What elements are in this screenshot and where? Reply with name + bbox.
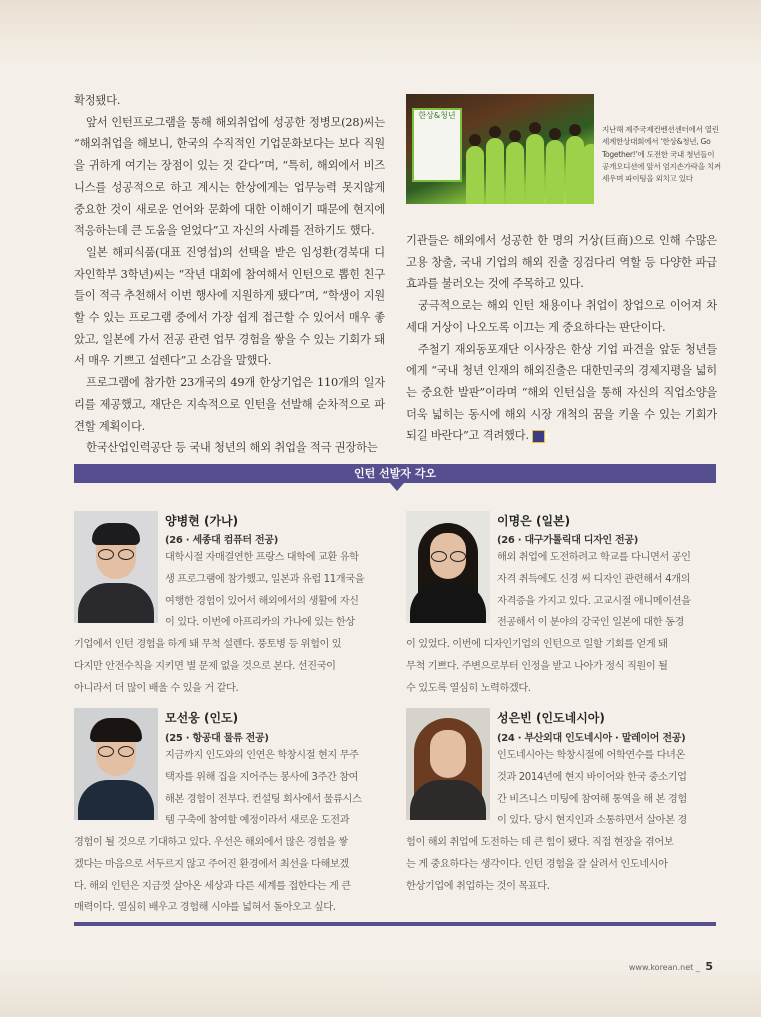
article-paragraph: 프로그램에 참가한 23개국의 49개 한상기업은 110개의 일자리를 제공했고, 재단은 지속적으로 인턴을 선발해 순차적으로 파견할 계획이다. bbox=[74, 376, 385, 433]
article-paragraph: 기관들은 해외에서 성공한 한 명의 거상(巨商)으로 인해 수많은 고용 창출, 국내 기업의 해외 진출 징검다리 역할 등 다양한 파급효과를 불러오는 것에 주목하고 있다. bbox=[406, 234, 717, 291]
footer-site: www.korean.net bbox=[628, 963, 694, 972]
profile-text: 대학시절 자매결연한 프랑스 대학에 교환 유학 생 프로그램에 참가했고, 일본과 유럽 11개국을 여행한 경험이 있어서 해외에서의 생활에 자신 이 있다. 이번에 아프리카의 가나에 있는 한상 bbox=[165, 552, 365, 629]
profile-text: 해외 취업에 도전하려고 학교를 다니면서 공인 자격 취득에도 신경 써 디자인 관련해서 4개의 자격증을 가지고 있다. 고교시절 애니메이션을 전공해서 이 분야의 강국인 일본에 대한 동경 bbox=[497, 552, 691, 629]
section-title-banner: 인턴 선발자 각오 bbox=[74, 464, 716, 483]
section-bottom-rule bbox=[74, 922, 716, 926]
profile-text: 험이 해외 취업에 도전하는 데 큰 힘이 됐다. 직접 현장을 겪어보 는 게 중요하다는 생각이다. 인턴 경험을 잘 살려서 인도네시아 한상기업에 취업하는 것이 목표다. bbox=[406, 837, 674, 892]
profile-name: 양병현 (가나) bbox=[165, 514, 239, 528]
profile-photo-yang bbox=[74, 511, 158, 623]
profile-affiliation: (26 · 대구가톨릭대 디자인 전공) bbox=[497, 535, 639, 546]
photo-caption: 지난해 제주국제컨벤션센터에서 열린 세계한상대회에서 ‘한상&청년, Go Together!’에 도전한 국내 청년들이 공개오디션에 앞서 엄지손가락을 치켜세우며 파이팅을 외치고 있다 bbox=[602, 125, 721, 184]
profile-photo-mo bbox=[74, 708, 158, 820]
profile-affiliation: (24 · 부산외대 인도네시아 · 말레이어 전공) bbox=[497, 733, 686, 744]
page-background-top bbox=[0, 0, 761, 70]
profile-affiliation: (26 · 세종대 컴퓨터 전공) bbox=[165, 535, 278, 546]
profile-photo-seong bbox=[406, 708, 490, 820]
profile-name: 성은빈 (인도네시아) bbox=[497, 711, 605, 725]
article-paragraph: 궁극적으로는 해외 인턴 채용이나 취업이 창업으로 이어져 차세대 거상이 나오도록 이끄는 게 중요하다는 판단이다. bbox=[406, 299, 717, 334]
profile-name: 이명은 (일본) bbox=[497, 514, 571, 528]
banner-pointer bbox=[390, 483, 404, 491]
korea-net-end-icon: K bbox=[532, 430, 545, 443]
article-paragraph: 일본 해피식품(대표 진영섭)의 선택을 받은 임성환(경북대 디자인학부 3학년)씨는 “작년 대회에 참여해서 인턴으로 뽑힌 친구들이 적극 추천해서 이번 행사에 지원하게 됐다”며, “학생이 지원할 수 있는 프로그램 중에서 가장 쉽게 접근할 수 있어서 매우 좋았고, 일본에 가서 전공 관련 업무 경험을 쌓을 수 있는 기회가 돼서 매우 기쁘고 설렌다”고 소감을 말했다. bbox=[74, 245, 385, 368]
article-paragraph: 한국산업인력공단 등 국내 청년의 해외 취업을 적극 권장하는 bbox=[86, 441, 378, 455]
profile-text: 인도네시아는 학창시절에 어학연수를 다녀온 것과 2014년에 현지 바이어와 한국 중소기업 간 비즈니스 미팅에 참여해 통역을 해 본 경험 이 있다. 당시 현지인과 소통하면서 살아본 경 bbox=[497, 750, 687, 827]
page-number: 5 bbox=[705, 960, 713, 973]
event-photo bbox=[406, 94, 594, 204]
page-footer: www.korean.net _ 5 bbox=[628, 960, 713, 973]
article-paragraph: 주철기 재외동포재단 이사장은 한상 기업 파견을 앞둔 청년들에게 “국내 청년 인재의 해외진출은 대한민국의 경제지평을 넓히는 중요한 발판”이라며 “해외 인턴십을 통해 자신의 직업소양을 더욱 넓히는 동시에 해외 시장 개척의 꿈을 키울 수 있는 기회가 되길 바란다”고 격려했다. K bbox=[406, 342, 717, 443]
article-left-column bbox=[74, 90, 385, 459]
profile-photo-lee bbox=[406, 511, 490, 623]
profile-text: 기업에서 인턴 경험을 하게 돼 무척 설렌다. 풍토병 등 위험이 있 다지만 안전수칙을 지키면 별 문제 없을 것으로 본다. 선진국이 아니라서 더 많이 배울 수 있을 거 같다. bbox=[74, 639, 342, 694]
profile-affiliation: (25 · 항공대 물류 전공) bbox=[165, 733, 269, 744]
profile-text: 경험이 될 것으로 기대하고 있다. 우선은 해외에서 많은 경험을 쌓 겠다는 마음으로 서두르지 않고 주어진 환경에서 최선을 다해보겠 다. 해외 인턴은 지금껏 살아온 세상과 다른 세계를 접한다는 게 큰 매력이다. 열심히 배우고 경험해 시야를 넓혀서 돌아오고 싶다. bbox=[74, 837, 351, 914]
article-right-column bbox=[406, 230, 717, 447]
article-paragraph: 확정됐다. bbox=[74, 94, 121, 107]
event-sign: 한상&청년 bbox=[412, 108, 462, 182]
profile-name: 모선웅 (인도) bbox=[165, 711, 239, 725]
article-paragraph: 앞서 인턴프로그램을 통해 해외취업에 성공한 정병모(28)씨는 “해외취업을 해보니, 한국의 수직적인 기업문화보다는 보다 직원을 귀하게 여기는 장점이 있는 것 같다”며, “특히, 해외에서 비즈니스를 성공적으로 하고 계시는 한상에게는 업무능력 못지않게 중요한 것이 새로운 언어와 문화에 대한 이해이기 때문에 현지에 적응하는데 큰 도움을 얻었다”고 자신의 사례를 전하기도 했다. bbox=[74, 115, 385, 238]
profile-text: 지금까지 인도와의 인연은 학창시절 현지 무주 택자를 위해 집을 지어주는 봉사에 3주간 참여 해본 경험이 전부다. 컨설팅 회사에서 물류시스 템 구축에 참여할 예정이라서 새로운 도전과 bbox=[165, 750, 362, 827]
profile-text: 이 있었다. 이번에 디자인기업의 인턴으로 일할 기회를 얻게 돼 무척 기쁘다. 주변으로부터 인정을 받고 나아가 정식 직원이 될 수 있도록 열심히 노력하겠다. bbox=[406, 639, 668, 694]
